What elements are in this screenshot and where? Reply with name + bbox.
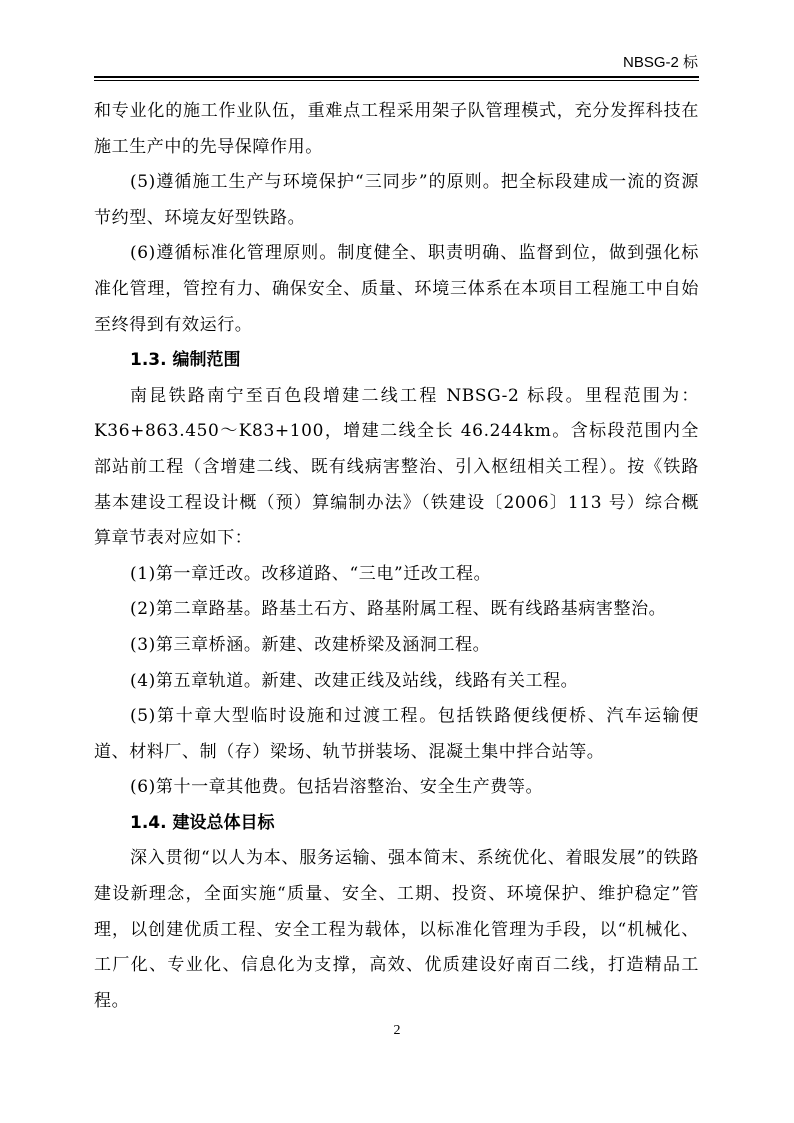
principle-item-5: (5)遵循施工生产与环境保护“三同步”的原则。把全标段建成一流的资源节约型、环境友好型铁路。 <box>94 172 699 228</box>
paragraph-continuation: 和专业化的施工作业队伍，重难点工程采用架子队管理模式，充分发挥科技在施工生产中的先导保障作用。 <box>94 101 699 157</box>
document-header-label: NBSG-2 标 <box>622 54 698 71</box>
chapter-item-2: (2)第二章路基。路基土石方、路基附属工程、既有线路基病害整治。 <box>130 599 667 620</box>
page-body <box>94 94 699 1019</box>
page-number: 2 <box>393 1023 401 1038</box>
header-rule-thin <box>94 80 699 81</box>
chapter-item-6: (6)第十一章其他费。包括岩溶整治、安全生产费等。 <box>130 777 544 798</box>
chapter-item-4: (4)第五章轨道。新建、改建正线及站线，线路有关工程。 <box>130 670 579 691</box>
header-rule-thick <box>94 76 699 78</box>
scope-paragraph: 南昆铁路南宁至百色段增建二线工程 NBSG-2 标段。里程范围为：K36+863.450～K83+100，增建二线全长 46.244km。含标段范围内全部站前工程（含增建二线、既有线病害整治、引入枢纽相关工程）。按《铁路基本建设工程设计概（预）算编制办法》（铁建设〔2006〕113 号）综合概算章节表对应如下： <box>94 385 699 549</box>
principle-item-6: (6)遵循标准化管理原则。制度健全、职责明确、监督到位，做到强化标准化管理，管控有力、确保安全、质量、环境三体系在本项目工程施工中自始至终得到有效运行。 <box>94 243 699 335</box>
section-heading-1-3: 1.3. 编制范围 <box>130 350 241 371</box>
goal-paragraph: 深入贯彻“以人为本、服务运输、强本简末、系统优化、着眼发展”的铁路建设新理念，全面实施“质量、安全、工期、投资、环境保护、维护稳定”管理，以创建优质工程、安全工程为载体，以标准化管理为手段，以“机械化、工厂化、专业化、信息化为支撑，高效、优质建设好南百二线，打造精品工程。 <box>94 848 699 1011</box>
chapter-item-1: (1)第一章迁改。改移道路、“三电”迁改工程。 <box>130 563 492 584</box>
chapter-item-3: (3)第三章桥涵。新建、改建桥梁及涵洞工程。 <box>130 634 491 655</box>
section-heading-1-4: 1.4. 建设总体目标 <box>130 812 275 833</box>
chapter-item-5: (5)第十章大型临时设施和过渡工程。包括铁路便线便桥、汽车运输便道、材料厂、制（存）梁场、轨节拼装场、混凝土集中拌合站等。 <box>94 706 699 762</box>
